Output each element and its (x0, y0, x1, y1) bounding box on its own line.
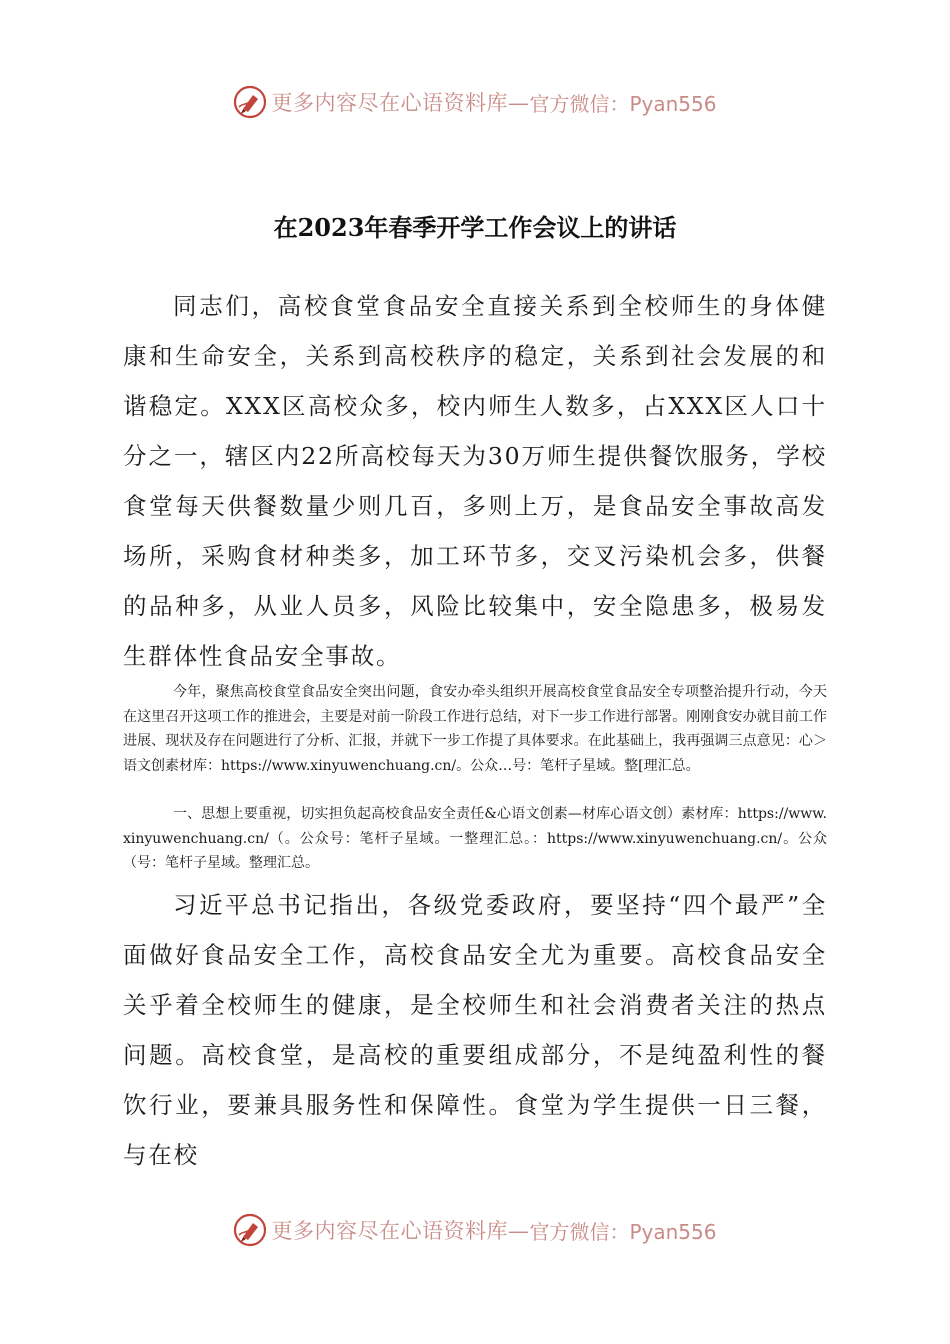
body-paragraph: 习近平总书记指出，各级党委政府，要坚持“四个最严”全面做好食品安全工作，高校食品安全尤为重要。高校食品安全关乎着全校师生的健康，是全校师生和社会消费者关注的热点问题。高校食堂，是高校的重要组成部分，不是纯盈利性的餐饮行业，要兼具服务性和保障性。食堂为学生提供一日三餐，与在校 (123, 891, 827, 1169)
watermark-brand-text: 更多内容尽在心语资料库— (271, 91, 530, 115)
pen-nib-logo-icon (233, 85, 267, 119)
watermark-wechat-text: 官方微信：Pyan556 (529, 1219, 717, 1244)
watermark-wechat-text: 官方微信：Pyan556 (529, 91, 717, 116)
body-paragraph-small: 一、思想上要重视，切实担负起高校食品安全责任&心语文创素—材库心语文创）素材库：https://www.xinyuwenchuang.cn/（。公众号：笔杆子星域。一整理汇总。：https://www.xinyuwenchuang.cn/。公众（号：笔杆子星域。整理汇总。 (123, 806, 827, 871)
watermark-banner-top (0, 82, 950, 122)
watermark-banner-bottom (0, 1210, 950, 1250)
body-paragraph-small: 今年，聚焦高校食堂食品安全突出问题，食安办牵头组织开展高校食堂食品安全专项整治提升行动，今天在这里召开这项工作的推进会，主要是对前一阶段工作进行总结，对下一步工作进行部署。刚刚食安办就目前工作进展、现状及存在问题进行了分析、汇报，并就下一步工作提了具体要求。在此基础上，我再强调三点意见：心＞语文创素材库：https://www.xinyuwenchuang.cn/。公众…号：笔杆子星域。整[理汇总。 (123, 684, 827, 774)
body-paragraph: 同志们，高校食堂食品安全直接关系到全校师生的身体健康和生命安全，关系到高校秩序的稳定，关系到社会发展的和谐稳定。XXX区高校众多，校内师生人数多，占XXX区人口十分之一，辖区内22所高校每天为30万师生提供餐饮服务，学校食堂每天供餐数量少则几百，多则上万，是食品安全事故高发场所，采购食材种类多，加工环节多，交叉污染机会多，供餐的品种多，从业人员多，风险比较集中，安全隐患多，极易发生群体性食品安全事故。 (123, 292, 827, 670)
watermark-brand-text: 更多内容尽在心语资料库— (271, 1219, 530, 1243)
document-title: 在2023年春季开学工作会议上的讲话 (273, 213, 677, 242)
pen-nib-logo-icon (233, 1213, 267, 1247)
